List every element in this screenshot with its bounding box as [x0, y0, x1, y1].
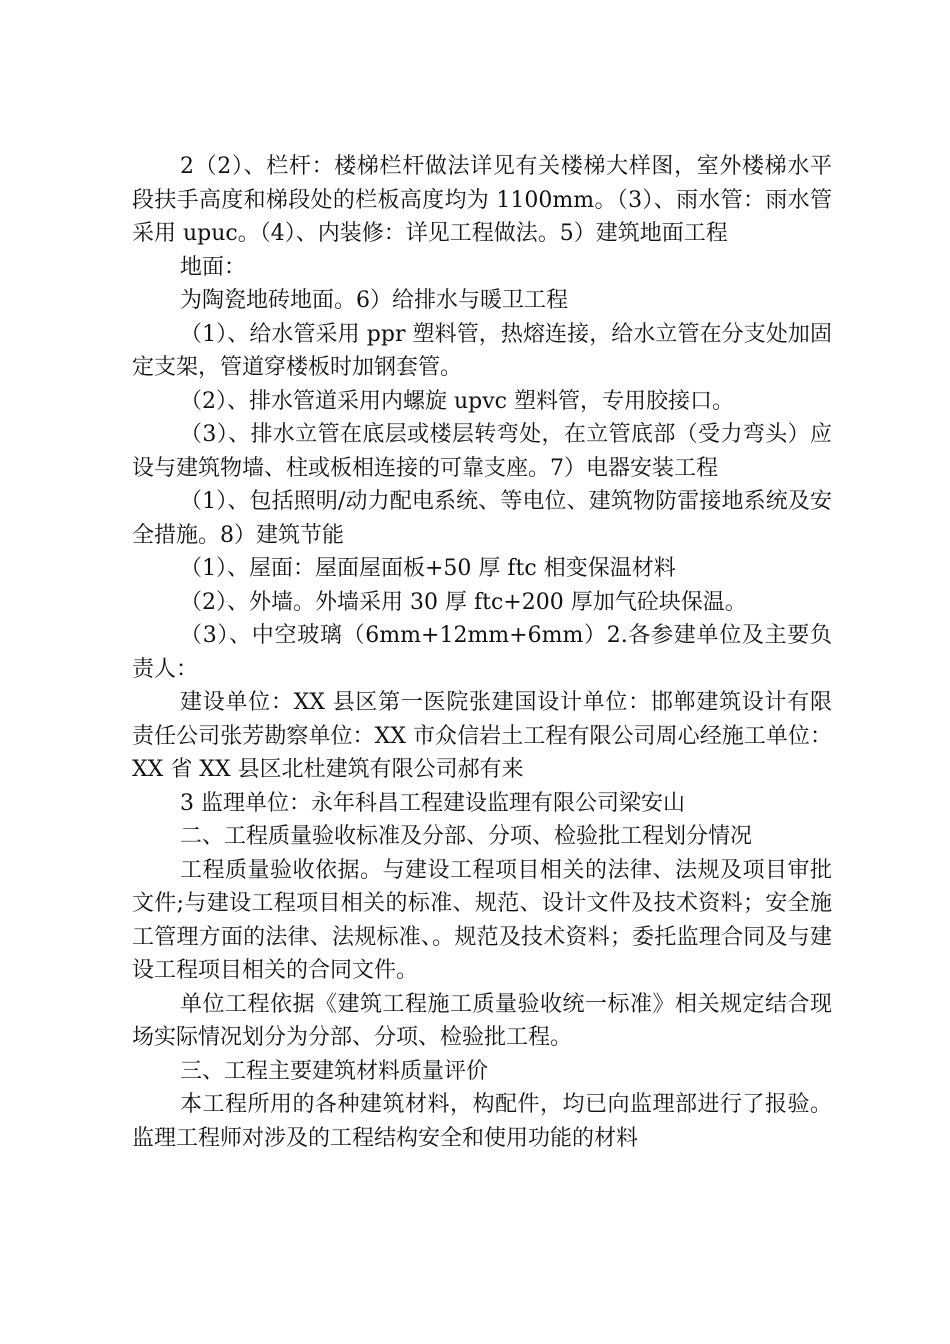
- paragraph: 3 监理单位：永年科昌工程建设监理有限公司梁安山: [180, 790, 685, 816]
- paragraph: 单位工程依据《建筑工程施工质量验收统一标准》相关规定结合现场实际情况划分为分部、分项、检验批工程。: [132, 991, 832, 1050]
- paragraph: （3）、排水立管在底层或楼层转弯处，在立管底部（受力弯头）应设与建筑物墙、柱或板相连接的可靠支座。7）电器安装工程: [132, 422, 832, 481]
- paragraph: （1）、屋面：屋面屋面板+50 厚 ftc 相变保温材料: [180, 556, 676, 581]
- paragraph: 地面：: [180, 254, 247, 280]
- paragraph: 建设单位：XX 县区第一医院张建国设计单位：邯郸建筑设计有限责任公司张芳勘察单位：XX 市众信岩土工程有限公司周心经施工单位：XX 省 XX 县区北杜建筑有限公司郝有来: [132, 690, 832, 782]
- paragraph: （3）、中空玻璃（6mm+12mm+6mm）2.各参建单位及主要负责人：: [132, 623, 832, 682]
- document-body: [132, 150, 832, 1155]
- paragraph: 本工程所用的各种建筑材料，构配件，均已向监理部进行了报验。监理工程师对涉及的工程结构安全和使用功能的材料: [132, 1092, 832, 1151]
- paragraph: 为陶瓷地砖地面。6）给排水与暖卫工程: [180, 288, 568, 313]
- section-heading: 二、工程质量验收标准及分部、分项、检验批工程划分情况: [180, 824, 753, 849]
- paragraph: 工程质量验收依据。与建设工程项目相关的法律、法规及项目审批文件;与建设工程项目相关的标准、规范、设计文件及技术资料；安全施工管理方面的法律、法规标准、。规范及技术资料；委托监理合同及与建设工程项目相关的合同文件。: [132, 857, 832, 983]
- paragraph: 2（2）、栏杆：楼梯栏杆做法详见有关楼梯大样图，室外楼梯水平段扶手高度和梯段处的栏板高度均为 1100mm。（3）、雨水管：雨水管采用 upuc。（4）、内装修：详见工程做法。5）建筑地面工程: [132, 154, 832, 246]
- paragraph: （2）、外墙。外墙采用 30 厚 ftc+200 厚加气砼块保温。: [180, 589, 747, 615]
- paragraph: （2）、排水管道采用内螺旋 upvc 塑料管，专用胶接口。: [180, 388, 734, 414]
- paragraph: （1）、包括照明/动力配电系统、等电位、建筑物防雷接地系统及安全措施。8）建筑节能: [132, 489, 832, 548]
- paragraph: （1）、给水管采用 ppr 塑料管，热熔连接，给水立管在分支处加固定支架，管道穿楼板时加钢套管。: [132, 321, 832, 380]
- section-heading: 三、工程主要建筑材料质量评价: [180, 1058, 489, 1084]
